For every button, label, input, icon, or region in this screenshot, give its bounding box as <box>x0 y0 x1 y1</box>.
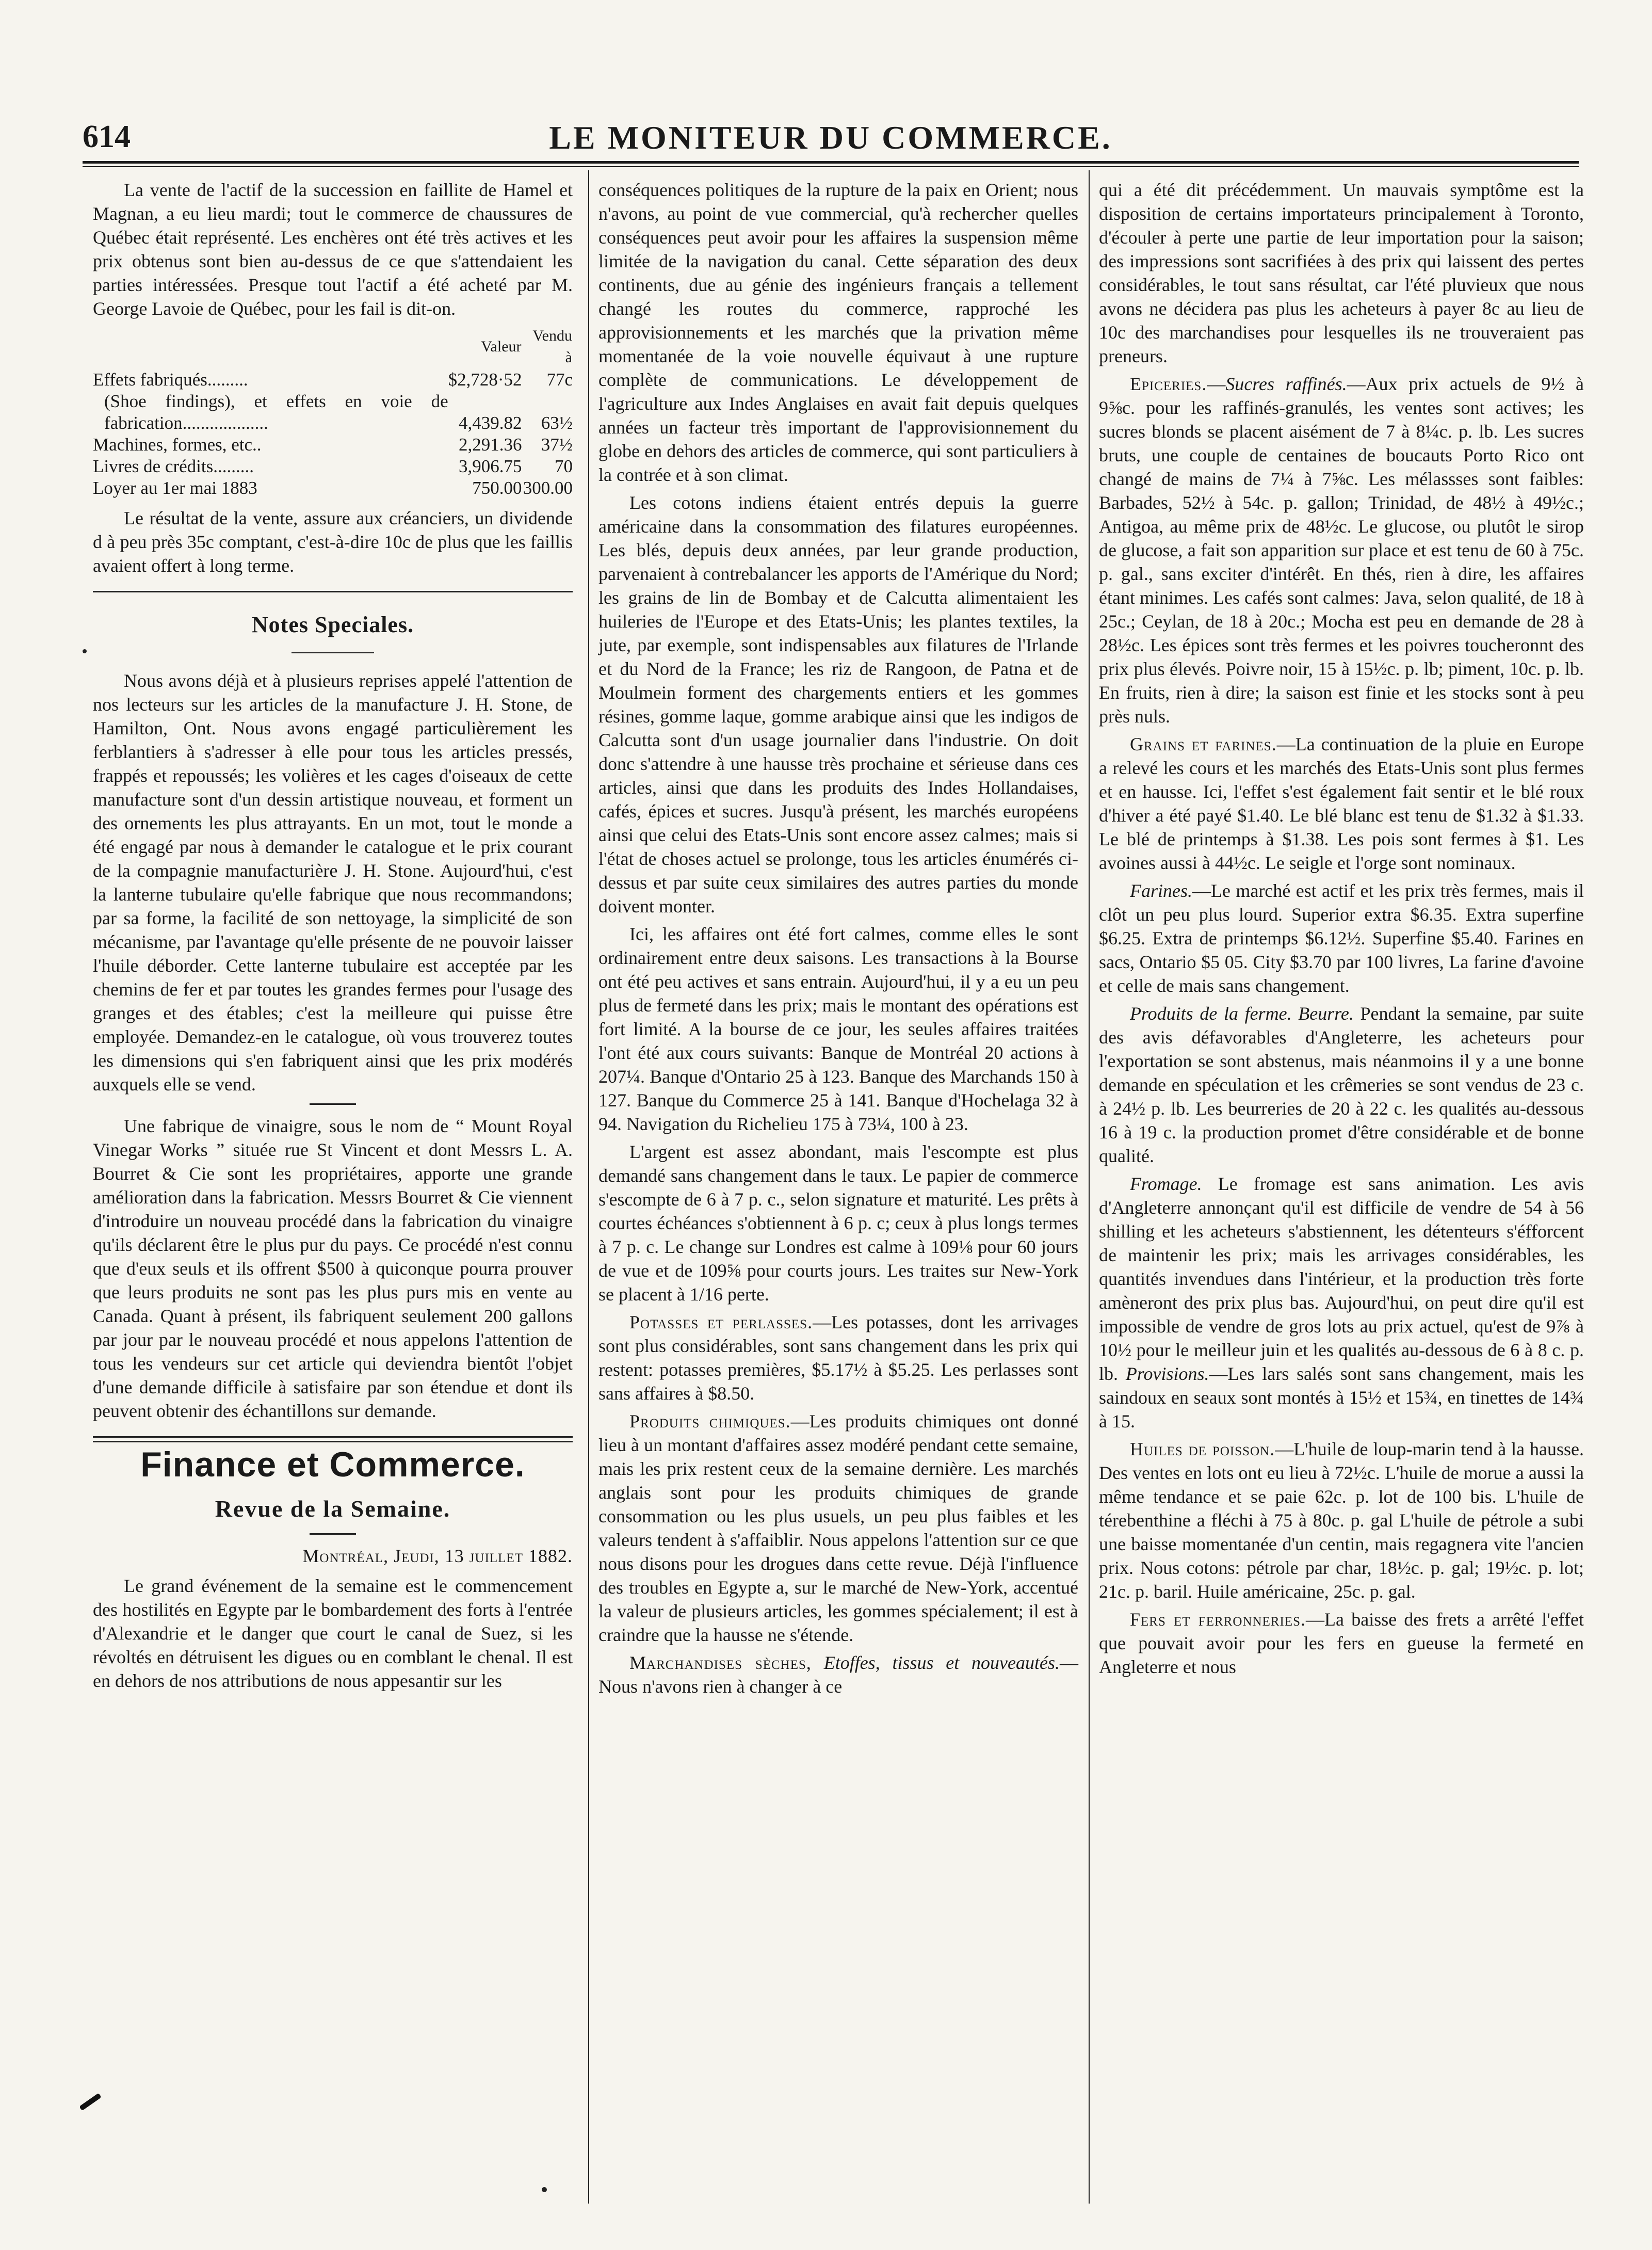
article-paragraph: Les cotons indiens étaient entrés depuis la guerre américaine dans la consommation des filatures européennes. Les blés, depuis deux années, par leur grande production, parvenaient à contrebalancer les apports de l'Amérique du Nord; les grains de lin de Bombay et de Calcutta alimentaient les huileries de l'Europe et des Etats-Unis; les plantes textiles, la jute, par exemple, sont indispensables aux filatures de l'Irlande et du Nord de la France; les riz de Rangoon, de Patna et de Moulmein forment des chargements entiers et les gommes résines, gomme laque, gomme arabique ainsi que les indigos de Calcutta sont d'un usage journalier dans l'industrie. On doit donc s'attendre à une hausse très prochaine et sérieuse dans ces articles, ainsi que dans les produits des Indes Hollandaises, cafés, épices et sucres. Jusqu'à présent, les marchés européens ainsi que celui des Etats-Unis sont encore assez calmes; mais si l'état de choses actuel se prolonge, tous les articles énumérés ci-dessus et par suite ceux similaires des autres parties du monde doivent monter. <box>598 492 1078 917</box>
title-rule <box>291 652 374 653</box>
table-header-sold: Vendu à <box>532 327 572 366</box>
article-paragraph <box>1099 1437 1584 1603</box>
separator-dash <box>310 1533 356 1535</box>
article-paragraph: qui a été dit précédemment. Un mauvais symptôme est la disposition de certains importateurs principalement à Toronto, d'écouler à perte une partie de leur importation pour la saison; des impressions sont sacrifiées à des prix qui laissent des pertes considérables, le tout sans résultat, car l'été pluvieux que nous avons ne décidera pas plus les acheteurs à payer 8c au lieu de 10c des marchandises pour lesquelles ils ne trouveraient pas preneurs. <box>1099 180 1584 366</box>
separator-dash <box>310 1103 356 1105</box>
table-cell-label: (Shoe findings), et effets en voie de fabrication................... <box>104 391 448 433</box>
paragraph-heading-italic: Sucres raffinés. <box>1225 374 1347 394</box>
table-row <box>93 391 573 434</box>
journal-title: LE MONITEUR DU COMMERCE. <box>549 119 1112 156</box>
table-cell-value: 750.00 <box>472 478 522 498</box>
ink-dot-icon <box>542 2187 547 2192</box>
dateline: Montréal, Jeudi, 13 juillet 1882. <box>302 1546 573 1566</box>
paragraph-text: —Les lars salés sont sans changement, mais les saindoux en seaux sont montés à 15½ et 15¾, en tinettes de 14¾ à 15. <box>1099 1363 1584 1432</box>
table-cell-sold: 77c <box>546 369 573 390</box>
article-paragraph: conséquences politiques de la rupture de la paix en Orient; nous n'avons, au point de vue commercial, qu'à rechercher quelles conséquences peut avoir pour les affaires la suspension même limitée de la navigation du canal. Cette séparation des deux continents, due au génie des ingénieurs français a tellement changé les routes du commerce, rapproché les approvisionnements et les marchés que la privation même momentanée de la voie nouvelle équivaut à une rupture complète de communications. Le développement de l'agriculture aux Indes Anglaises en avait fait depuis quelques années un facteur très important de l'approvisionnement du globe en dehors des articles de commerce, qui sont particuliers à la contrée et à son climat. <box>598 180 1078 485</box>
paragraph-text: —Les produits chimiques ont donné lieu à un montant d'affaires assez modéré pendant cette semaine, mais les prix restent ceux de la semaine dernière. Les marchés anglais sont pour les produits chimiques de grande consommation ou les plus usuels, un peu plus faibles et les valeurs tendent à s'affaiblir. Nous appelons l'attention sur ce que nous disons pour les drogues dans cette revue. Déjà l'influence des troubles en Egypte a, sur le marché de New-York, accentué la valeur de plusieurs articles, les gommes spécialement; il est à craindre que la hausse ne s'étende. <box>598 1411 1078 1645</box>
section-rule <box>93 1436 573 1442</box>
article-paragraph <box>1099 732 1584 875</box>
paragraph-text: Pendant la semaine, par suite des avis défavorables d'Angleterre, les acheteurs pour l'exportation se sont abstenus, mais néanmoins il y a une bonne demande en spéculation et les crêmeries se sont vendus de 23 c. à 24½ p. lb. Les beurreries de 20 à 22 c. les qualités au-dessous 16 à 19 c. la production promet d'être considérable et de bonne qualité. <box>1099 1003 1584 1166</box>
ink-dot-icon <box>83 649 87 653</box>
table-cell-value: 3,906.75 <box>459 456 522 476</box>
column-1 <box>93 178 573 1697</box>
table-cell-label: Livres de crédits......... <box>93 456 254 476</box>
article-paragraph <box>598 1310 1078 1405</box>
auction-table <box>93 325 573 499</box>
header-rule-thin <box>83 166 1579 167</box>
paragraph-text: —L'huile de loup-marin tend à la hausse. Des ventes en lots ont eu lieu à 72½c. L'huile de morue a aussi la même tendance et se paie 62c. p. lot de 100 bis. L'huile de térebenthine a fléchi à 75 à 80c. p. gal L'huile de pétrole a subi une baisse momentanée d'un centin, mais regagnera vite l'ancien prix. Nous cotons: pétrole par char, 18½c. p. gal; 19½c. p. lot; 21c. p. baril. Huile américaine, 25c. p. gal. <box>1099 1439 1584 1602</box>
article-paragraph <box>1099 1172 1584 1433</box>
column-2 <box>598 178 1078 1702</box>
table-row <box>93 369 573 391</box>
paragraph-heading-italic: Farines. <box>1130 880 1192 901</box>
paragraph-heading: Huiles de poisson. <box>1130 1439 1275 1459</box>
page-header <box>83 119 1579 165</box>
article-paragraph: Une fabrique de vinaigre, sous le nom de “ Mount Royal Vinegar Works ” située rue St Vincent et dont Messrs L. A. Bourret & Cie sont les propriétaires, apporte une grande amélioration dans la fabrication. Messrs Bourret & Cie viennent d'introduire un nouveau procédé dans la fabrication du vinaigre qu'ils déclarent être le plus pur du pays. Ce procédé n'est connu que d'eux seuls et ils offrent $500 à quiconque pourra prouver que leurs produits ne sont pas les plus purs mis en vente au Canada. Quant à présent, ils fabriquent seulement 200 gallons par jour par le nouveau procédé et nous appelons l'attention de tous les vendeurs sur cet article qui deviendra bientôt l'objet d'une demande difficile à satisfaire par son étendue et dont ils peuvent obtenir des échantillons sur demande. <box>93 1116 573 1421</box>
section-subtitle-revue: Revue de la Semaine. <box>215 1496 451 1522</box>
article-paragraph: Epiceries.—Sucres raffinés.—Aux prix actuels de 9½ à 9⅝c. pour les raffinés-granulés, les ventes sont actives; les sucres blonds se placent aisément de 7 à 8¼c. p. lb. Les sucres bruts, une couple de centaines de boucauts Porto Rico ont changé de mains de 7¼ à 7⅝c. Les mélassses sont faibles: Barbades, 52½ à 54c. p. gallon; Trinidad, de 48½ à 49½c.; Antigoa, au même prix de 48½c. Le glucose, ou plutôt le sirop de glucose, a fait son apparition sur place et est tenu de 60 à 75c. p. gal., sans exciter d'intérêt. En thés, rien à dire, les affaires étant minimes. Les cafés sont calmes: Java, selon qualité, de 18 à 25c.; Ceylan, de 18 à 20c.; Mocha est peu en demande de 28 à 28½c. Les épices sont très fermes et les poivres toucheronnt des prix plus élevés. Poivre noir, 15 à 15½c. p. lb; piment, 10c. p. lb. En fruits, rien à dire; la saison est finie et les stocks sont à peu près nuls. <box>1099 374 1584 727</box>
table-row <box>93 477 573 499</box>
paragraph-heading: Potasses et perlasses. <box>629 1312 813 1332</box>
table-cell-value: $2,728·52 <box>448 369 522 390</box>
article-paragraph <box>598 1409 1078 1647</box>
table-cell-sold: 63½ <box>541 413 573 433</box>
table-row <box>93 434 573 456</box>
paragraph-heading-italic: Fromage. <box>1130 1174 1202 1194</box>
article-paragraph: Le grand événement de la semaine est le commencement des hostilités en Egypte par le bombardement des forts à l'entrée d'Alexandrie et le danger que court le canal de Suez, si les révoltés en détruisent les digues ou en comblant le chenal. Il est en dehors de nos attributions de nous appesantir sur les <box>93 1576 573 1691</box>
section-title-notes: Notes Speciales. <box>251 612 414 637</box>
section-title-finance: Finance et Commerce. <box>140 1445 525 1484</box>
table-cell-label: Machines, formes, etc.. <box>93 435 262 455</box>
pen-mark-icon <box>79 2093 101 2111</box>
paragraph-text: —La baisse des frets a arrêté l'effet que pouvait avoir pour les fers en gueuse la fermeté en Angleterre et nous <box>1099 1609 1584 1677</box>
table-cell-label: Loyer au 1er mai 1883 <box>93 478 257 498</box>
paragraph-heading: Epiceries. <box>1130 374 1207 394</box>
paragraph-heading-italic: Etoffes, tissus et nouveautés. <box>823 1652 1060 1673</box>
table-cell-sold: 70 <box>555 456 573 476</box>
section-rule <box>93 591 573 592</box>
table-cell-sold: 37½ <box>541 435 573 455</box>
table-header-value: Valeur <box>481 338 522 355</box>
table-cell-value: 4,439.82 <box>459 413 522 433</box>
paragraph-heading: Grains et farines. <box>1130 734 1277 754</box>
column-3 <box>1099 178 1584 1683</box>
article-paragraph: L'argent est assez abondant, mais l'escompte est plus demandé sans changement dans le taux. Le papier de commerce s'escompte de 6 à 7 p. c., selon signature et maturité. Les prêts à courtes échéances s'obtiennent à 6 p. c; ceux à plus longs termes à 7 p. c. Le change sur Londres est calme à 109⅛ pour 60 jours de vue et de 109⅝ pour courts jours. Les traites sur New-York se placent à 1/16 perte. <box>598 1142 1078 1305</box>
table-row <box>93 456 573 477</box>
paragraph-heading-italic: Provisions. <box>1125 1363 1209 1384</box>
paragraph-heading: Produits chimiques. <box>629 1411 791 1432</box>
paragraph-heading-italic: Produits de la ferme. Beurre. <box>1130 1003 1354 1024</box>
paragraph-text: —Nous n'avons rien à changer à ce <box>598 1652 1079 1697</box>
article-paragraph <box>1099 1608 1584 1679</box>
paragraph-text: —Les potasses, dont les arrivages sont plus considérables, sont sans changement dans les prix qui restent: potasses premières, $5.17½ à $5.25. Les perlasses sont sans affaires à $8.50. <box>598 1312 1078 1404</box>
paragraph-text: Le fromage est sans animation. Les avis d'Angleterre annonçant qu'il est difficile de vendre de 54 à 56 shilling et les acheteurs s'abstiennent, les détenteurs s'éfforcent de maintenir les prix; mais les arrivages considérables, les quantités invendues dans l'intérieur, et la production très forte amèneront des prix plus bas. Aujourd'hui, on peut dire qu'il est impossible de vendre de gros lots au prix actuel, qu'est de 9⅞ à 10½ pour le meilleur juin et les qualités au-dessous de 6 à 8 c. p. lb. <box>1099 1174 1584 1384</box>
article-paragraph: La vente de l'actif de la succession en faillite de Hamel et Magnan, a eu lieu mardi; tout le commerce de chaussures de Québec était représenté. Les enchères ont été très actives et les prix obtenus sont bien au-dessus de ce que s'attendaient les parties intéressées. Presque tout l'actif a été acheté par M. George Lavoie de Québec, pour les fail is dit-on. <box>93 180 573 319</box>
table-cell-sold: 300.00 <box>523 478 573 498</box>
paragraph-heading: Marchandises sèches, <box>629 1652 812 1673</box>
article-paragraph: Ici, les affaires ont été fort calmes, comme elles le sont ordinairement entre deux saisons. Les transactions à la Bourse ont été peu actives et sans entrain. Aujourd'hui, il y a eu un peu plus de fermeté dans les prix; mais le montant des opérations est fort limité. A la bourse de ce jour, les seules affaires traitées l'ont été aux cours suivants: Banque de Montréal 20 actions à 207¼. Banque d'Ontario 25 à 123. Banque des Marchands 150 à 127. Banque du Commerce 25 à 141. Banque d'Hochelaga 32 à 94. Navigation du Richelieu 175 à 73¼, 100 à 23. <box>598 924 1078 1134</box>
paragraph-text: —La continuation de la pluie en Europe a relevé les cours et les marchés des Etats-Unis sont plus fermes et en hausse. Ici, l'effet s'est également fait sentir et le blé roux d'hiver a été payé $1.40. Le blé blanc est tenu de $1.32 à $1.33. Le blé de printemps à $1.38. Les pois sont fermes à $1. Les avoines aussi à 44½c. Le seigle et l'orge sont nominaux. <box>1099 734 1584 873</box>
article-paragraph <box>1099 879 1584 998</box>
table-header-row <box>93 325 573 369</box>
header-rule <box>83 161 1579 164</box>
article-paragraph: Nous avons déjà et à plusieurs reprises appelé l'attention de nos lecteurs sur les articles de la manufacture J. H. Stone, de Hamilton, Ont. Nous avons engagé particulièrement les ferblantiers à s'adresser à elle pour tous les articles pressés, frappés et repoussés; les volières et les cages d'oiseaux de cette manufacture sont d'un dessin artistique nouveau, et forment un des ornements les plus attrayants. En un mot, tout le monde a été engagé par nous à demander le catalogue et le prix courant de la compagnie manufacturière J. H. Stone. Aujourd'hui, c'est la lanterne tubulaire qu'elle fabrique que nous recommandons; par sa forme, la facilité de son nettoyage, la simplicité de son mécanisme, par l'avantage qu'elle présente de ne pouvoir laisser l'huile déborder. Cette lanterne tubulaire est acceptée par les chemins de fer et par toutes les grandes fermes pour l'usage des granges et des étables; c'est la meilleure qui puisse être employée. Demandez-en le catalogue, où vous trouverez toutes les dimensions qui s'en fabriquent ainsi que les prix modérés auxquels elle se vend. <box>93 670 573 1095</box>
article-paragraph: Le résultat de la vente, assure aux créanciers, un dividende d à peu près 35c comptant, c'est-à-dire 10c de plus que les faillis avaient offert à long terme. <box>93 508 573 576</box>
column-divider <box>588 170 589 2204</box>
table-cell-value: 2,291.36 <box>459 435 522 455</box>
page-number: 614 <box>83 119 131 154</box>
table-cell-label: Effets fabriqués......... <box>93 369 248 390</box>
paragraph-heading: Fers et ferronneries. <box>1130 1609 1306 1630</box>
article-paragraph <box>598 1651 1078 1698</box>
paragraph-text: —Aux prix actuels de 9½ à 9⅝c. pour les raffinés-granulés, les ventes sont actives; les sucres blonds se placent aisément de 7 à 8¼c. p. lb. Les sucres bruts, une couple de centaines de boucauts Porto Rico ont changé de mains de 7¼ à 7⅝c. Les mélassses sont faibles: Barbades, 52½ à 54c. p. gallon; Trinidad, de 48½ à 49½c.; Antigoa, au même prix de 48½c. Le glucose, ou plutôt le sirop de glucose, a fait son apparition sur place et est tenu de 60 à 75c. p. gal., sans exciter d'intérêt. En thés, rien à dire, les affaires étant minimes. Les cafés sont calmes: Java, selon qualité, de 18 à 25c.; Ceylan, de 18 à 20c.; Mocha est peu en demande de 28 à 28½c. Les épices sont très fermes et les poivres toucheronnt des prix plus élevés. Poivre noir, 15 à 15½c. p. lb; piment, 10c. p. lb. En fruits, rien à dire; la saison est finie et les stocks sont à peu près nuls. <box>1099 374 1584 727</box>
article-paragraph <box>1099 1002 1584 1168</box>
column-divider <box>1089 170 1090 2204</box>
paragraph-text: —Le marché est actif et les prix très fermes, mais il clôt un peu plus lourd. Superior extra $6.35. Extra superfine $6.25. Extra de printemps $6.12½. Superfine $5.40. Farines en sacs, Ontario $5 05. City $3.70 par 100 livres, La farine d'avoine et celle de mais sans changement. <box>1099 880 1584 996</box>
